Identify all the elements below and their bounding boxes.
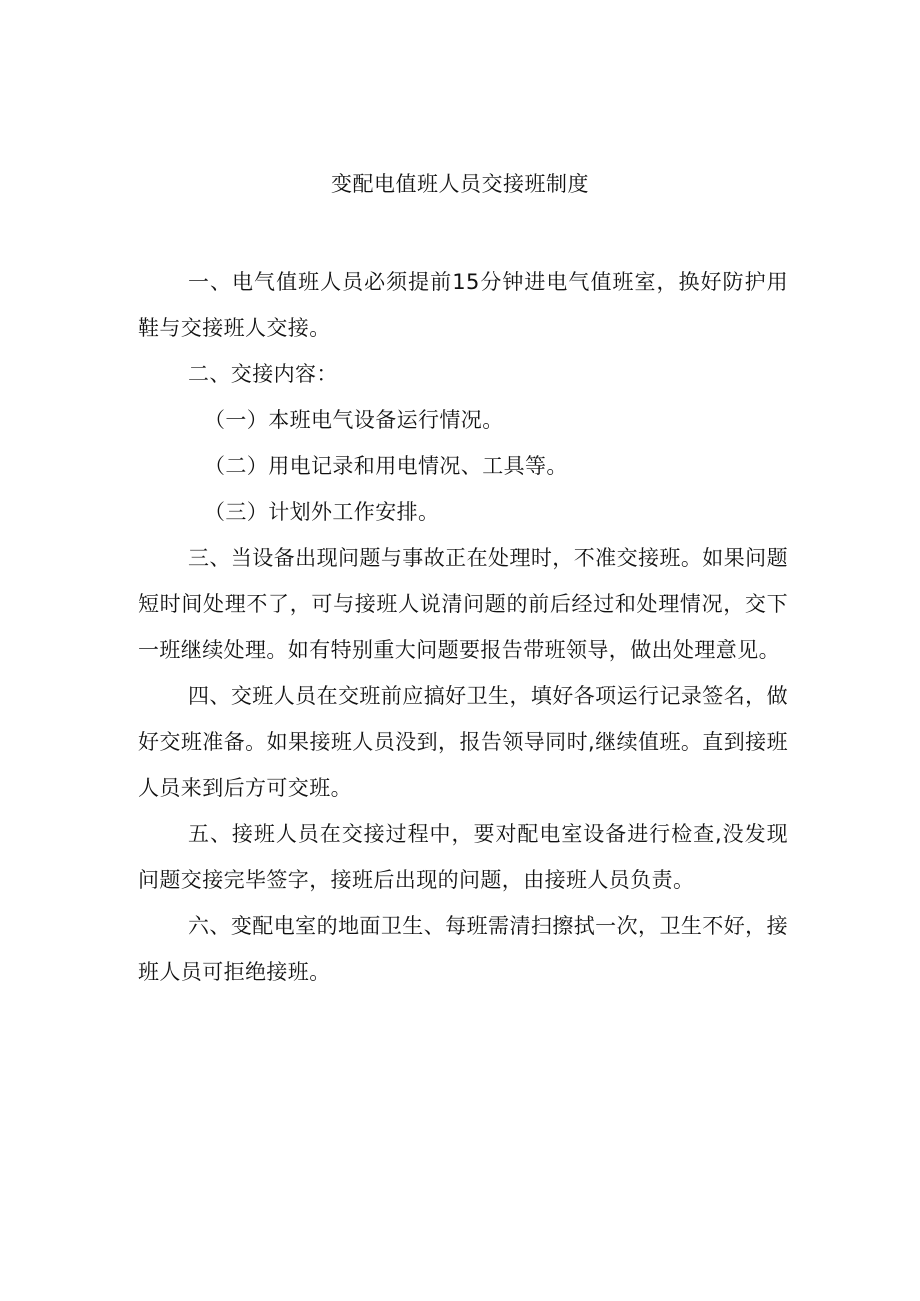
paragraph-5: 五、接班人员在交接过程中，要对配电室设备进行检查,没发现问题交接完毕签字，接班后出现的问题，由接班人员负责。 — [138, 822, 788, 892]
sub-item-3: （三）计划外工作安排。 — [204, 500, 440, 524]
paragraph-1: 一、电气值班人员必须提前15分钟进电气值班室，换好防护用鞋与交接班人交接。 — [138, 270, 788, 340]
document-body — [138, 259, 788, 995]
sub-item-2: （二）用电记录和用电情况、工具等。 — [204, 454, 568, 478]
document-title: 变配电值班人员交接班制度 — [331, 172, 589, 196]
sub-item-1: （一）本班电气设备运行情况。 — [204, 408, 504, 432]
paragraph-6: 六、变配电室的地面卫生、每班需清扫擦拭一次，卫生不好，接班人员可拒绝接班。 — [138, 914, 788, 984]
paragraph-2: 二、交接内容： — [188, 362, 338, 386]
paragraph-3: 三、当设备出现问题与事故正在处理时，不准交接班。如果问题短时间处理不了，可与接班人说清问题的前后经过和处理情况，交下一班继续处理。如有特别重大问题要报告带班领导，做出处理意见。 — [138, 546, 788, 662]
paragraph-4: 四、交班人员在交班前应搞好卫生，填好各项运行记录签名，做好交班准备。如果接班人员没到，报告领导同时,继续值班。直到接班人员来到后方可交班。 — [138, 684, 788, 800]
